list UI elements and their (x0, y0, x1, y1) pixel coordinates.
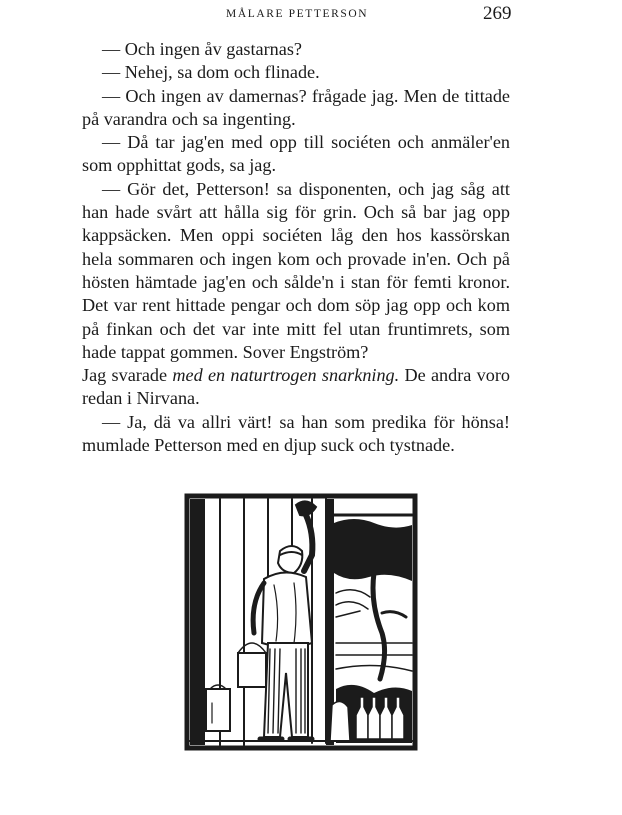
painter-figure (238, 501, 316, 739)
house-painter-illustration (184, 493, 418, 751)
sack (330, 701, 350, 741)
floor-can (206, 685, 230, 731)
narration-text: Jag svarade (82, 365, 173, 386)
body-text (82, 38, 510, 457)
narration-paragraph (82, 364, 510, 411)
narration-text: De andra voro redan i Nirvana. (82, 365, 510, 409)
dialogue-line: — Gör det, Petterson! sa disponenten, och jag såg att han hade svårt att hålla sig för grin. Och så bar jag opp kappsäcken. Men oppi sociéten låg den hos kassörskan hela sommaren och ingen kom och provade in'en. Och på hösten hämtade jag'en och sålde'n i stan för femti kronor. Det var rent hittade pengar och dom söp jag opp och kom på finkan och det var inte mitt fel utan fruntimrets, som hade tappat gommen. Sover Engström? (82, 178, 510, 362)
dialogue-line: — Och ingen åv gastarnas? (102, 39, 302, 59)
dialogue-line: — Och ingen av damernas? frågade jag. Men de tittade på varandra och sa ingenting. (82, 85, 510, 129)
running-head: MÅLARE PETTERSON (226, 8, 369, 20)
dialogue-line: — Nehej, sa dom och flinade. (102, 62, 320, 83)
dialogue-line: — Då tar jag'en med opp till sociéten och anmäler'en som opphittat gods, sa jag. (82, 132, 510, 176)
closing-line: — Ja, dä va allri värt! sa han som predika för hönsa! mumlade Petterson med en djup suck och tystnade. (82, 411, 510, 456)
wall-shadow (190, 499, 205, 745)
narration-italic: med en naturtrogen snarkning. (172, 365, 400, 386)
paint-bucket (238, 653, 266, 687)
page-number: 269 (483, 3, 512, 24)
